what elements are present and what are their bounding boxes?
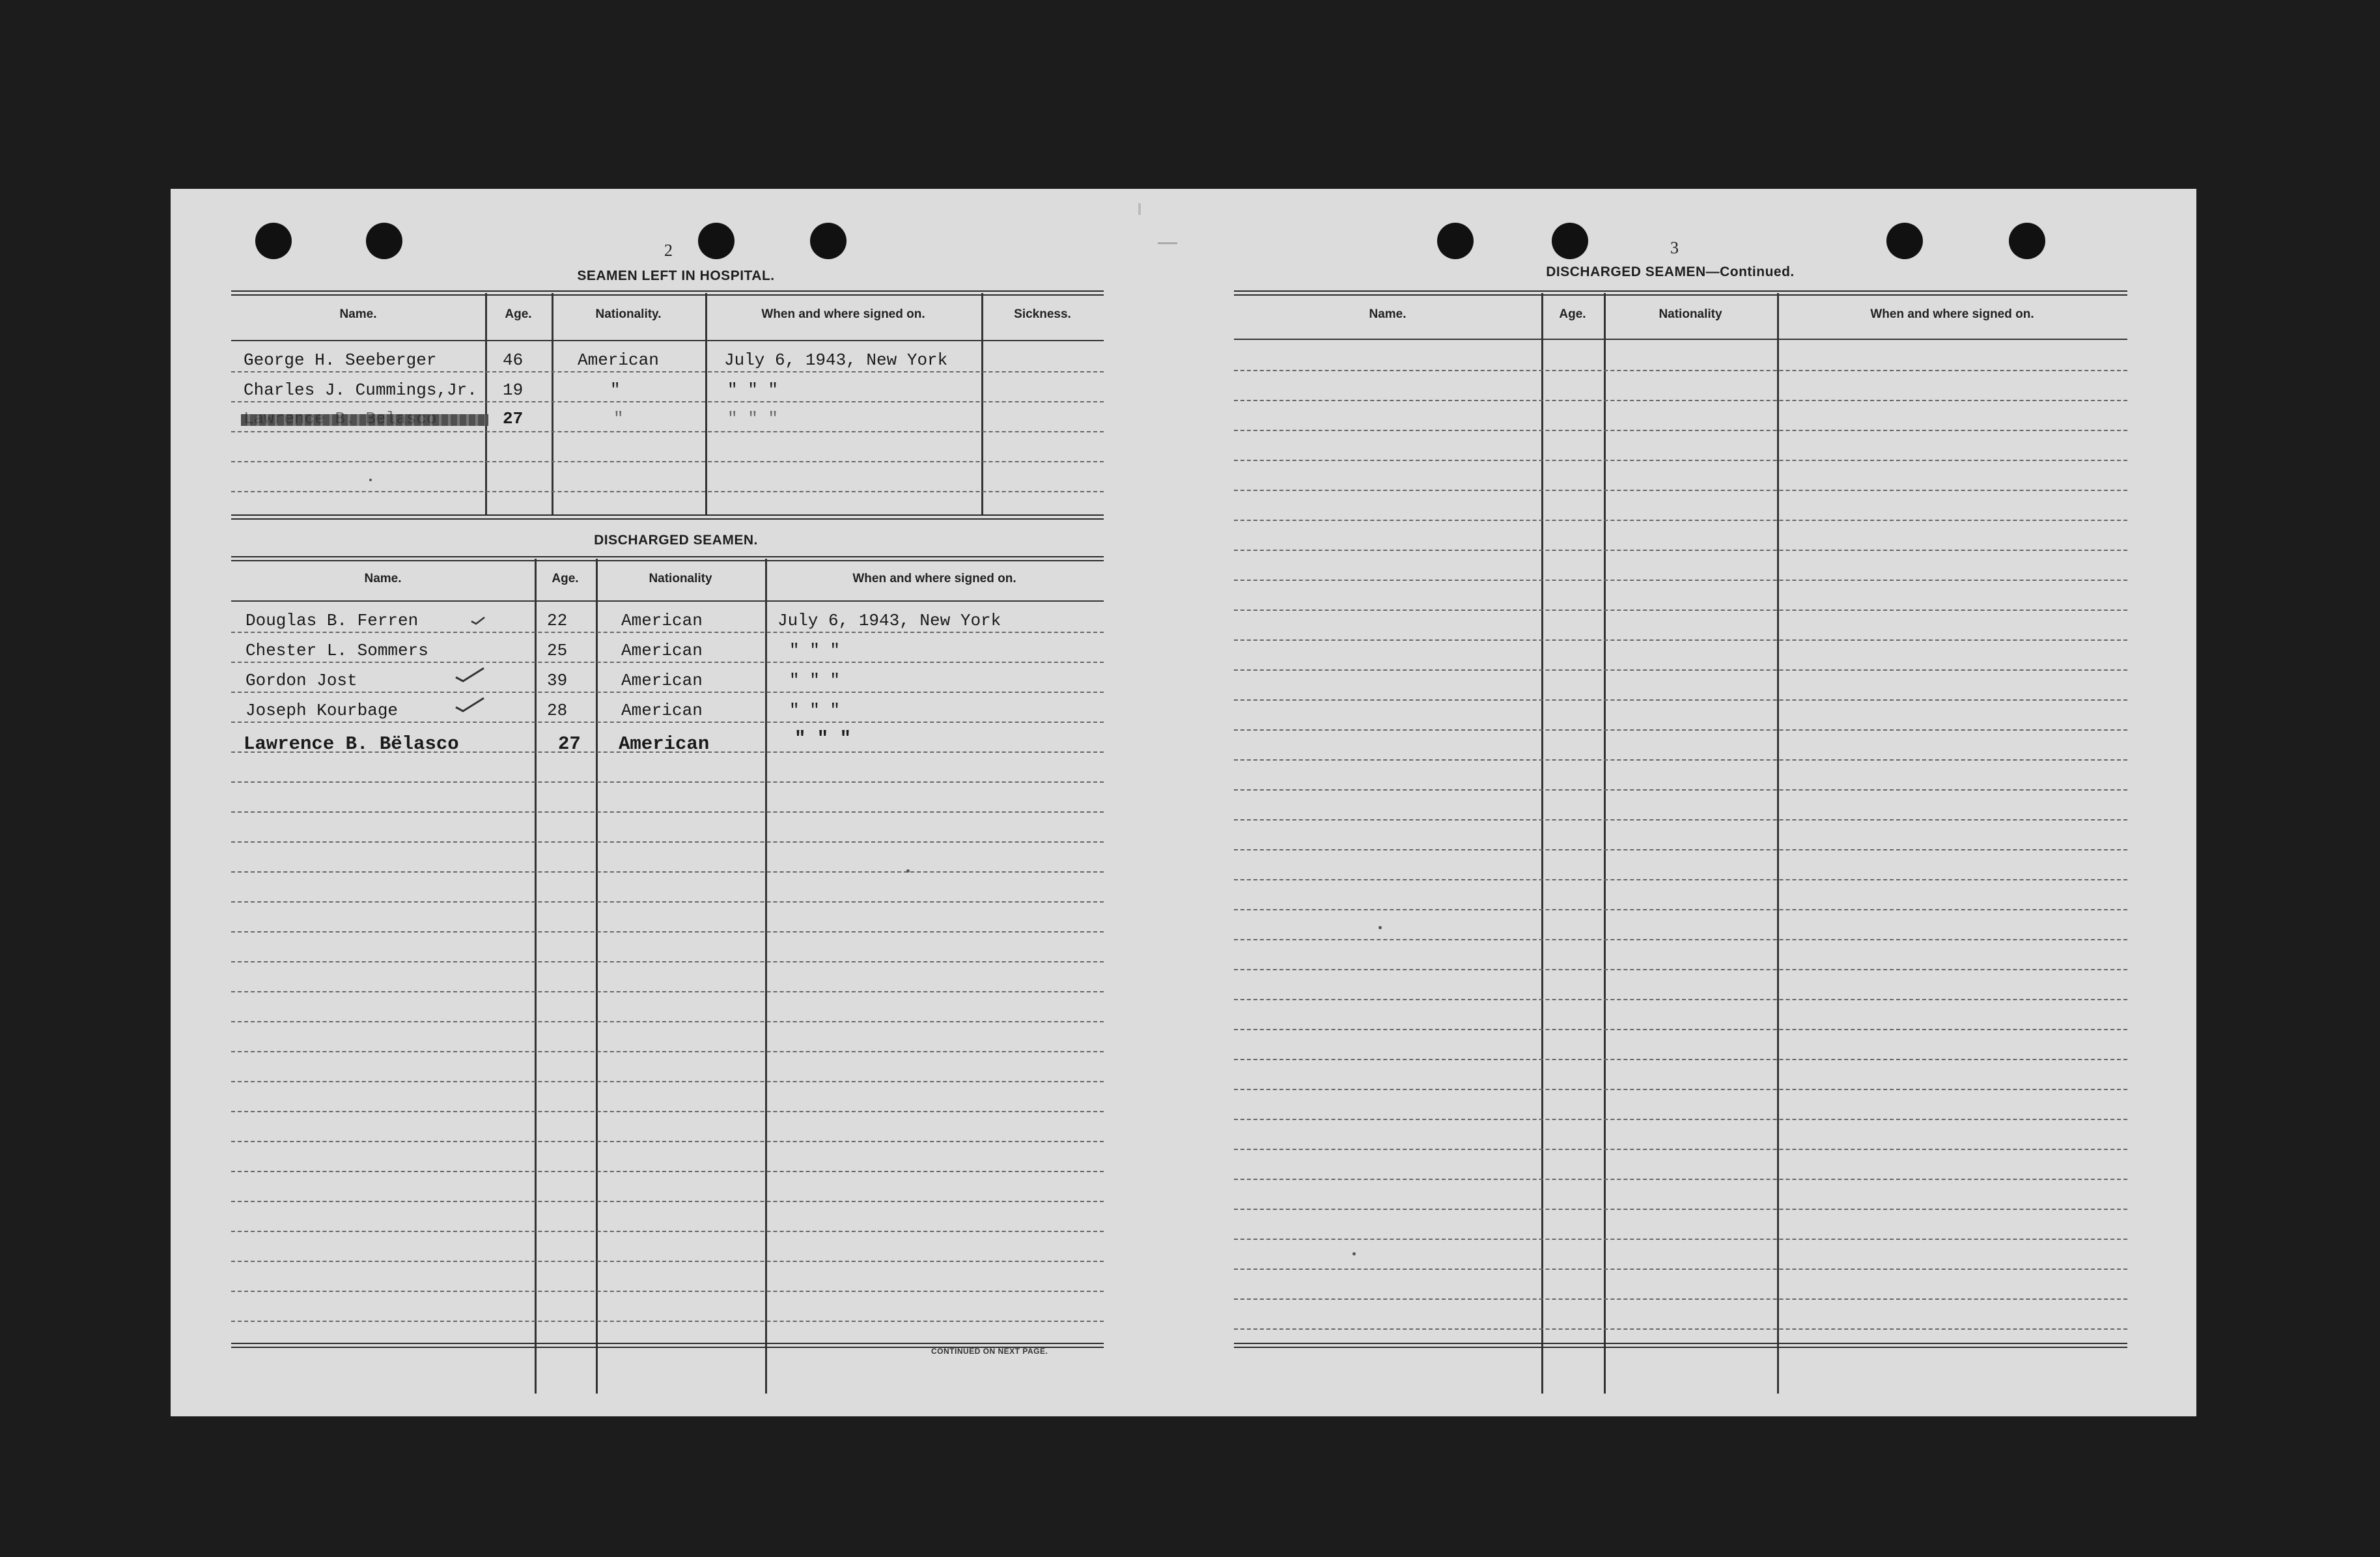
row-rule [1234,969,2127,970]
discharged-row-5-name: Lawrence B. Bëlasco [244,733,459,755]
hospital-section-title: SEAMEN LEFT IN HOSPITAL. [577,268,775,283]
page-number: 2 [664,241,673,260]
row-rule [1234,430,2127,431]
row-rule [231,1261,1104,1262]
stray-mark [1138,203,1141,215]
col-header-name: Name. [339,307,377,321]
row-rule [231,1021,1104,1022]
row-rule [231,461,1104,462]
discharged-row-4-age: 28 [547,701,568,720]
col-header-nationality: Nationality. [595,307,662,321]
col-header-age: Age. [1559,307,1586,321]
discharged-row-4-signed-on: " " " [789,701,841,720]
row-rule [1234,1269,2127,1270]
row-rule [1234,1119,2127,1120]
row-rule [231,1201,1104,1202]
row-rule [1234,879,2127,880]
column-divider [552,293,553,514]
hospital-row-1-nationality: American [578,350,659,370]
row-rule [1234,490,2127,491]
row-rule [1234,610,2127,611]
check-mark-icon [470,613,487,626]
strike-overtype [241,414,488,426]
column-divider [1777,293,1779,1394]
discharged-row-3-signed-on: " " " [789,671,841,690]
discharged-row-2-age: 25 [547,641,568,660]
row-rule [1234,939,2127,940]
row-rule [1234,400,2127,401]
hospital-row-1-name: George H. Seeberger [244,350,437,370]
column-divider [485,293,487,514]
hospital-row-1-signed-on: July 6, 1943, New York [724,350,948,370]
hospital-row-3-nationality: " [613,409,624,428]
column-divider [981,293,983,514]
row-rule [231,692,1104,693]
column-divider [535,559,537,1394]
col-header-name: Name. [1369,307,1407,321]
right-page [1169,189,2196,1416]
punch-hole [810,223,847,259]
header-rule [1234,339,2127,340]
discharged-row-1-age: 22 [547,611,568,630]
row-rule [1234,1089,2127,1090]
row-rule [231,961,1104,962]
row-rule [231,632,1104,633]
punch-hole [698,223,735,259]
row-rule [231,1171,1104,1172]
row-rule [1234,1029,2127,1030]
discharged-row-1-name: Douglas B. Ferren [245,611,419,630]
column-divider [705,293,707,514]
row-rule [231,781,1104,783]
hospital-row-1-age: 46 [503,350,524,370]
header-rule [231,340,1104,341]
col-header-nationality: Nationality [649,572,712,585]
punch-hole [1886,223,1923,259]
row-rule [231,901,1104,903]
hospital-row-2-signed-on: " " " [727,380,779,400]
row-rule [231,491,1104,492]
row-rule [231,871,1104,873]
discharged-row-1-signed-on: July 6, 1943, New York [777,611,1001,630]
column-divider [765,559,767,1394]
punch-hole [1437,223,1474,259]
table-top-rule [231,556,1104,561]
discharged-section-title: DISCHARGED SEAMEN. [594,533,758,548]
row-rule [231,371,1104,372]
row-rule [1234,789,2127,791]
row-rule [231,1111,1104,1112]
row-rule [1234,1059,2127,1060]
row-rule [1234,580,2127,581]
discharged-row-5-nationality: American [619,733,710,755]
speck [369,479,372,481]
discharged-row-5-signed-on: " " " [794,728,852,750]
row-rule [1234,849,2127,850]
col-header-signed-on: When and where signed on. [852,572,1016,585]
col-header-name: Name. [364,572,402,585]
table-top-rule [231,290,1104,296]
punch-hole [2009,223,2045,259]
col-header-age: Age. [552,572,579,585]
row-rule [1234,550,2127,551]
row-rule [231,722,1104,723]
row-rule [231,811,1104,813]
table-bottom-rule [1234,1343,2127,1348]
row-rule [231,431,1104,432]
hospital-row-3-signed-on: " " " [727,409,779,428]
row-rule [1234,460,2127,461]
col-header-signed-on: When and where signed on. [761,307,925,321]
row-rule [1234,759,2127,761]
row-rule [231,401,1104,402]
table-top-rule [1234,290,2127,296]
row-rule [1234,1209,2127,1210]
discharged-row-4-name: Joseph Kourbage [245,701,399,720]
speck [906,869,910,873]
row-rule [231,1081,1104,1082]
discharged-row-2-name: Chester L. Sommers [245,641,428,660]
col-header-signed-on: When and where signed on. [1870,307,2034,321]
row-rule [1234,1328,2127,1330]
check-mark-icon [454,666,486,685]
row-rule [1234,520,2127,521]
row-rule [1234,909,2127,910]
discharged-row-3-nationality: American [621,671,703,690]
col-header-sickness: Sickness. [1014,307,1071,321]
col-header-nationality: Nationality [1659,307,1722,321]
left-page [171,189,1169,1416]
row-rule [1234,1298,2127,1300]
speck [1352,1252,1356,1255]
row-rule [1234,1239,2127,1240]
row-rule [1234,729,2127,731]
hospital-row-3-age: 27 [503,409,524,428]
page-number: 3 [1670,238,1679,257]
discharged-row-2-nationality: American [621,641,703,660]
header-rule [231,600,1104,602]
row-rule [231,1231,1104,1232]
discharged-row-3-name: Gordon Jost [245,671,357,690]
continued-footer: CONTINUED ON NEXT PAGE. [931,1347,1048,1356]
row-rule [1234,370,2127,371]
hospital-row-2-name: Charles J. Cummings,Jr. [244,380,477,400]
row-rule [231,991,1104,992]
col-header-age: Age. [505,307,532,321]
row-rule [1234,1179,2127,1180]
row-rule [1234,999,2127,1000]
row-rule [231,841,1104,843]
punch-hole [1552,223,1588,259]
column-divider [1541,293,1543,1394]
column-divider [1604,293,1606,1394]
discharged-row-3-age: 39 [547,671,568,690]
discharged-row-2-signed-on: " " " [789,641,841,660]
row-rule [231,1291,1104,1292]
hospital-row-2-nationality: " [610,380,621,400]
row-rule [231,1321,1104,1322]
row-rule [231,1051,1104,1052]
discharged-row-1-nationality: American [621,611,703,630]
hospital-row-2-age: 19 [503,380,524,400]
row-rule [231,1141,1104,1142]
struck-out-entry [244,409,436,428]
row-rule [1234,819,2127,821]
column-divider [596,559,598,1394]
continued-section-title: DISCHARGED SEAMEN—Continued. [1546,264,1795,279]
row-rule [231,931,1104,933]
punch-hole [255,223,292,259]
row-rule [1234,639,2127,641]
check-mark-icon [454,695,486,715]
row-rule [1234,699,2127,701]
row-rule [1234,1149,2127,1150]
punch-hole [366,223,402,259]
row-rule [1234,669,2127,671]
speck [1379,926,1382,929]
discharged-row-5-age: 27 [558,733,581,755]
table-bottom-rule [231,514,1104,520]
discharged-row-4-nationality: American [621,701,703,720]
stray-mark [1158,242,1177,244]
row-rule [231,662,1104,663]
